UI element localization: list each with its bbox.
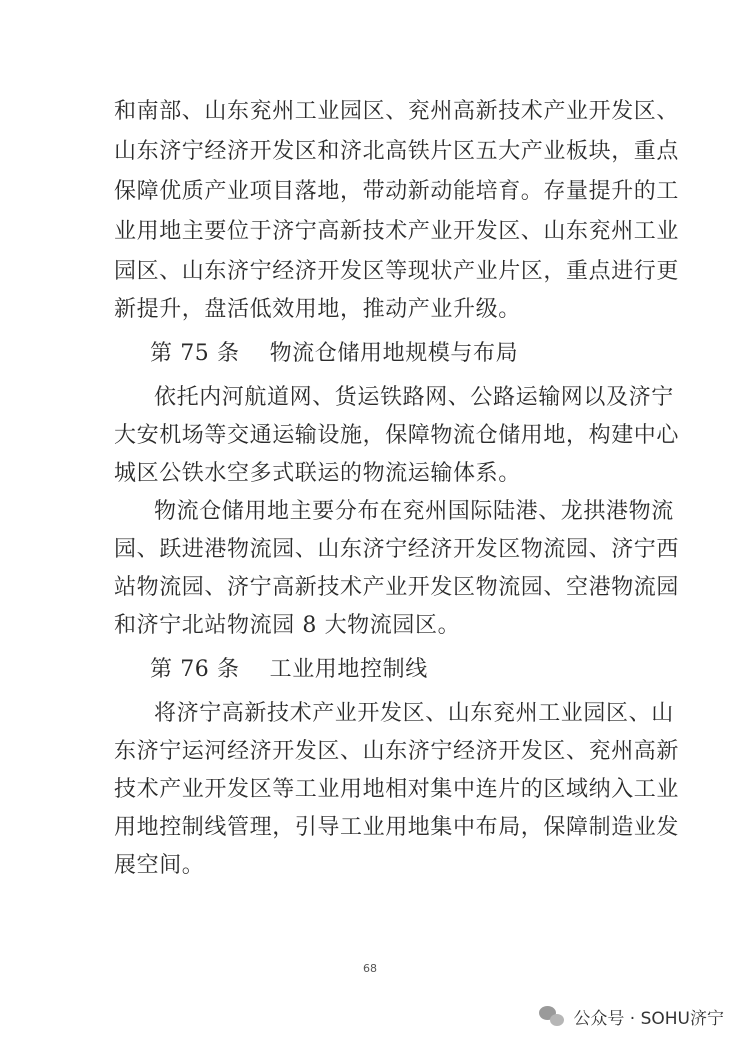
text-line: 新提升，盘活低效用地，推动产业升级。	[114, 297, 521, 322]
text-line: 技术产业开发区等工业用地相对集中连片的区域纳入工业	[114, 777, 680, 802]
text-line: 和南部、山东兖州工业园区、兖州高新技术产业开发区、	[114, 99, 680, 124]
text-line: 保障优质产业项目落地，带动新动能培育。存量提升的工	[114, 179, 680, 204]
wechat-icon	[539, 1006, 565, 1028]
page-number: 68	[363, 962, 377, 975]
text-line: 业用地主要位于济宁高新技术产业开发区、山东兖州工业	[114, 219, 680, 244]
text-line: 大安机场等交通运输设施，保障物流仓储用地，构建中心	[114, 423, 680, 448]
article-number: 第 75 条	[150, 341, 240, 366]
text-line: 园区、山东济宁经济开发区等现状产业片区，重点进行更	[114, 259, 680, 284]
text-line: 站物流园、济宁高新技术产业开发区物流园、空港物流园	[114, 575, 680, 600]
text-line: 城区公铁水空多式联运的物流运输体系。	[114, 461, 521, 486]
text-line: 展空间。	[114, 853, 205, 878]
text-line: 园、跃进港物流园、山东济宁经济开发区物流园、济宁西	[114, 537, 680, 562]
text-line: 和济宁北站物流园 8 大物流园区。	[114, 613, 461, 638]
text-line: 依托内河航道网、货运铁路网、公路运输网以及济宁	[154, 385, 674, 410]
article-76-heading	[150, 654, 428, 686]
watermark	[539, 1004, 724, 1029]
article-title: 工业用地控制线	[269, 657, 428, 682]
text-line: 物流仓储用地主要分布在兖州国际陆港、龙拱港物流	[154, 499, 674, 524]
article-title: 物流仓储用地规模与布局	[269, 341, 519, 366]
watermark-text: 公众号 · SOHU济宁	[573, 1009, 724, 1029]
article-75-heading	[150, 338, 518, 370]
text-line: 山东济宁经济开发区和济北高铁片区五大产业板块，重点	[114, 139, 680, 164]
text-line: 用地控制线管理，引导工业用地集中布局，保障制造业发	[114, 815, 680, 840]
article-number: 第 76 条	[150, 657, 240, 682]
text-line: 东济宁运河经济开发区、山东济宁经济开发区、兖州高新	[114, 739, 680, 764]
text-line: 将济宁高新技术产业开发区、山东兖州工业园区、山	[154, 701, 674, 726]
